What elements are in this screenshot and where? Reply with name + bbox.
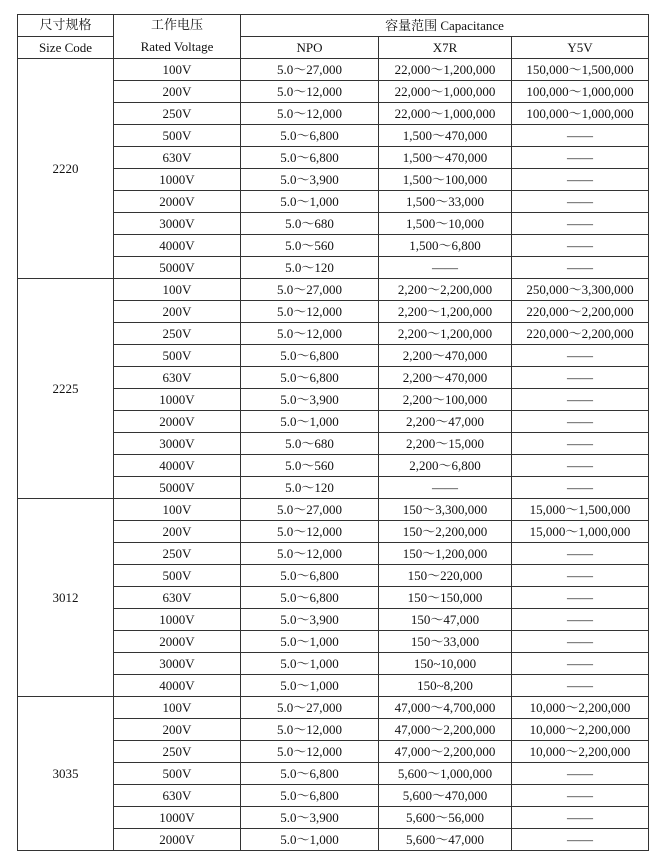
size-header-en: Size Code xyxy=(18,37,114,59)
x7r-cell: 1,500～100,000 xyxy=(379,169,512,191)
spec-table-body xyxy=(18,15,649,851)
y5v-cell: —— xyxy=(512,191,649,213)
x7r-cell: 150～47,000 xyxy=(379,609,512,631)
column-header-npo: NPO xyxy=(241,37,379,59)
npo-cell: 5.0～1,000 xyxy=(241,191,379,213)
x7r-cell: 2,200～100,000 xyxy=(379,389,512,411)
x7r-cell: 22,000～1,200,000 xyxy=(379,59,512,81)
voltage-cell: 630V xyxy=(114,147,241,169)
npo-cell: 5.0～120 xyxy=(241,257,379,279)
voltage-cell: 500V xyxy=(114,345,241,367)
voltage-cell: 100V xyxy=(114,59,241,81)
npo-cell: 5.0～3,900 xyxy=(241,609,379,631)
npo-cell: 5.0～560 xyxy=(241,235,379,257)
x7r-cell: 150～150,000 xyxy=(379,587,512,609)
voltage-cell: 630V xyxy=(114,785,241,807)
voltage-cell: 2000V xyxy=(114,191,241,213)
x7r-cell: 150～2,200,000 xyxy=(379,521,512,543)
y5v-cell: 220,000～2,200,000 xyxy=(512,323,649,345)
npo-cell: 5.0～27,000 xyxy=(241,499,379,521)
npo-cell: 5.0～12,000 xyxy=(241,719,379,741)
voltage-cell: 630V xyxy=(114,367,241,389)
x7r-cell: 2,200～6,800 xyxy=(379,455,512,477)
npo-cell: 5.0～3,900 xyxy=(241,389,379,411)
voltage-cell: 200V xyxy=(114,521,241,543)
x7r-cell: 5,600～1,000,000 xyxy=(379,763,512,785)
npo-cell: 5.0～27,000 xyxy=(241,697,379,719)
voltage-cell: 3000V xyxy=(114,213,241,235)
y5v-cell: 220,000～2,200,000 xyxy=(512,301,649,323)
y5v-cell: —— xyxy=(512,213,649,235)
npo-cell: 5.0～680 xyxy=(241,433,379,455)
y5v-cell: 100,000～1,000,000 xyxy=(512,103,649,125)
x7r-cell: 150~10,000 xyxy=(379,653,512,675)
x7r-cell: 2,200～1,200,000 xyxy=(379,301,512,323)
x7r-cell: 1,500～10,000 xyxy=(379,213,512,235)
x7r-cell: 2,200～470,000 xyxy=(379,367,512,389)
x7r-cell: 22,000～1,000,000 xyxy=(379,103,512,125)
voltage-cell: 3000V xyxy=(114,433,241,455)
voltage-cell: 250V xyxy=(114,741,241,763)
npo-cell: 5.0～3,900 xyxy=(241,807,379,829)
npo-cell: 5.0～12,000 xyxy=(241,521,379,543)
y5v-cell: 100,000～1,000,000 xyxy=(512,81,649,103)
size-header-cn: 尺寸规格 xyxy=(18,15,114,37)
npo-cell: 5.0～6,800 xyxy=(241,147,379,169)
voltage-cell: 2000V xyxy=(114,829,241,851)
y5v-cell: —— xyxy=(512,345,649,367)
npo-cell: 5.0～6,800 xyxy=(241,763,379,785)
y5v-cell: —— xyxy=(512,675,649,697)
voltage-cell: 630V xyxy=(114,587,241,609)
npo-cell: 5.0～12,000 xyxy=(241,81,379,103)
header-row-1 xyxy=(18,15,649,37)
y5v-cell: —— xyxy=(512,807,649,829)
npo-cell: 5.0～12,000 xyxy=(241,301,379,323)
x7r-cell: 150～33,000 xyxy=(379,631,512,653)
y5v-cell: —— xyxy=(512,631,649,653)
column-header-y5v: Y5V xyxy=(512,37,649,59)
y5v-cell: —— xyxy=(512,169,649,191)
y5v-cell: —— xyxy=(512,125,649,147)
voltage-cell: 250V xyxy=(114,103,241,125)
npo-cell: 5.0～120 xyxy=(241,477,379,499)
y5v-cell: —— xyxy=(512,543,649,565)
y5v-cell: —— xyxy=(512,785,649,807)
npo-cell: 5.0～1,000 xyxy=(241,829,379,851)
capacitance-header: 容量范围 Capacitance xyxy=(241,15,649,37)
y5v-cell: 250,000～3,300,000 xyxy=(512,279,649,301)
npo-cell: 5.0～3,900 xyxy=(241,169,379,191)
x7r-cell: —— xyxy=(379,257,512,279)
y5v-cell: —— xyxy=(512,147,649,169)
voltage-cell: 500V xyxy=(114,763,241,785)
y5v-cell: —— xyxy=(512,565,649,587)
y5v-cell: 15,000～1,000,000 xyxy=(512,521,649,543)
npo-cell: 5.0～12,000 xyxy=(241,103,379,125)
npo-cell: 5.0～27,000 xyxy=(241,59,379,81)
npo-cell: 5.0～680 xyxy=(241,213,379,235)
voltage-cell: 1000V xyxy=(114,609,241,631)
voltage-cell: 1000V xyxy=(114,389,241,411)
npo-cell: 5.0～6,800 xyxy=(241,565,379,587)
y5v-cell: —— xyxy=(512,477,649,499)
voltage-cell: 1000V xyxy=(114,169,241,191)
voltage-cell: 3000V xyxy=(114,653,241,675)
y5v-cell: —— xyxy=(512,411,649,433)
x7r-cell: 2,200～47,000 xyxy=(379,411,512,433)
y5v-cell: 10,000～2,200,000 xyxy=(512,697,649,719)
y5v-cell: —— xyxy=(512,257,649,279)
voltage-cell: 5000V xyxy=(114,257,241,279)
npo-cell: 5.0～6,800 xyxy=(241,125,379,147)
x7r-cell: 150～220,000 xyxy=(379,565,512,587)
voltage-cell: 200V xyxy=(114,719,241,741)
x7r-cell: 1,500～470,000 xyxy=(379,147,512,169)
voltage-cell: 4000V xyxy=(114,675,241,697)
npo-cell: 5.0～1,000 xyxy=(241,631,379,653)
y5v-cell: —— xyxy=(512,367,649,389)
x7r-cell: 22,000～1,000,000 xyxy=(379,81,512,103)
x7r-cell: 2,200～15,000 xyxy=(379,433,512,455)
npo-cell: 5.0～27,000 xyxy=(241,279,379,301)
x7r-cell: 1,500～470,000 xyxy=(379,125,512,147)
npo-cell: 5.0～12,000 xyxy=(241,741,379,763)
npo-cell: 5.0～560 xyxy=(241,455,379,477)
npo-cell: 5.0～1,000 xyxy=(241,675,379,697)
y5v-cell: —— xyxy=(512,389,649,411)
table-row xyxy=(18,279,649,301)
y5v-cell: 10,000～2,200,000 xyxy=(512,741,649,763)
x7r-cell: 2,200～2,200,000 xyxy=(379,279,512,301)
y5v-cell: 10,000～2,200,000 xyxy=(512,719,649,741)
npo-cell: 5.0～6,800 xyxy=(241,587,379,609)
y5v-cell: —— xyxy=(512,433,649,455)
table-row xyxy=(18,697,649,719)
y5v-cell: —— xyxy=(512,653,649,675)
size-code-cell: 2225 xyxy=(18,279,114,499)
voltage-cell: 100V xyxy=(114,697,241,719)
npo-cell: 5.0～6,800 xyxy=(241,367,379,389)
x7r-cell: 47,000～2,200,000 xyxy=(379,719,512,741)
voltage-cell: 500V xyxy=(114,125,241,147)
voltage-cell: 4000V xyxy=(114,235,241,257)
y5v-cell: —— xyxy=(512,609,649,631)
voltage-cell: 250V xyxy=(114,323,241,345)
voltage-cell: 200V xyxy=(114,301,241,323)
voltage-cell: 2000V xyxy=(114,631,241,653)
voltage-cell: 2000V xyxy=(114,411,241,433)
voltage-cell: 500V xyxy=(114,565,241,587)
voltage-cell: 1000V xyxy=(114,807,241,829)
y5v-cell: —— xyxy=(512,763,649,785)
x7r-cell: 150~8,200 xyxy=(379,675,512,697)
x7r-cell: 5,600～56,000 xyxy=(379,807,512,829)
x7r-cell: 1,500～33,000 xyxy=(379,191,512,213)
y5v-cell: 15,000～1,500,000 xyxy=(512,499,649,521)
x7r-cell: 2,200～470,000 xyxy=(379,345,512,367)
voltage-cell: 200V xyxy=(114,81,241,103)
x7r-cell: 5,600～470,000 xyxy=(379,785,512,807)
y5v-cell: —— xyxy=(512,455,649,477)
header-row-2 xyxy=(18,37,649,59)
y5v-cell: 150,000～1,500,000 xyxy=(512,59,649,81)
npo-cell: 5.0～1,000 xyxy=(241,411,379,433)
npo-cell: 5.0～12,000 xyxy=(241,323,379,345)
x7r-cell: 150～1,200,000 xyxy=(379,543,512,565)
voltage-cell: 100V xyxy=(114,279,241,301)
voltage-header-cn: 工作电压 xyxy=(114,15,241,37)
voltage-cell: 5000V xyxy=(114,477,241,499)
x7r-cell: 150～3,300,000 xyxy=(379,499,512,521)
voltage-cell: 100V xyxy=(114,499,241,521)
npo-cell: 5.0～6,800 xyxy=(241,785,379,807)
y5v-cell: —— xyxy=(512,587,649,609)
table-row xyxy=(18,499,649,521)
npo-cell: 5.0～12,000 xyxy=(241,543,379,565)
x7r-cell: 5,600～47,000 xyxy=(379,829,512,851)
npo-cell: 5.0～6,800 xyxy=(241,345,379,367)
voltage-cell: 4000V xyxy=(114,455,241,477)
x7r-cell: 47,000～4,700,000 xyxy=(379,697,512,719)
npo-cell: 5.0～1,000 xyxy=(241,653,379,675)
y5v-cell: —— xyxy=(512,829,649,851)
capacitance-spec-table xyxy=(17,14,649,851)
x7r-cell: 1,500～6,800 xyxy=(379,235,512,257)
voltage-header-en: Rated Voltage xyxy=(114,37,241,59)
column-header-x7r: X7R xyxy=(379,37,512,59)
size-code-cell: 3012 xyxy=(18,499,114,697)
table-row xyxy=(18,59,649,81)
y5v-cell: —— xyxy=(512,235,649,257)
x7r-cell: —— xyxy=(379,477,512,499)
x7r-cell: 47,000～2,200,000 xyxy=(379,741,512,763)
size-code-cell: 2220 xyxy=(18,59,114,279)
size-code-cell: 3035 xyxy=(18,697,114,851)
x7r-cell: 2,200～1,200,000 xyxy=(379,323,512,345)
voltage-cell: 250V xyxy=(114,543,241,565)
